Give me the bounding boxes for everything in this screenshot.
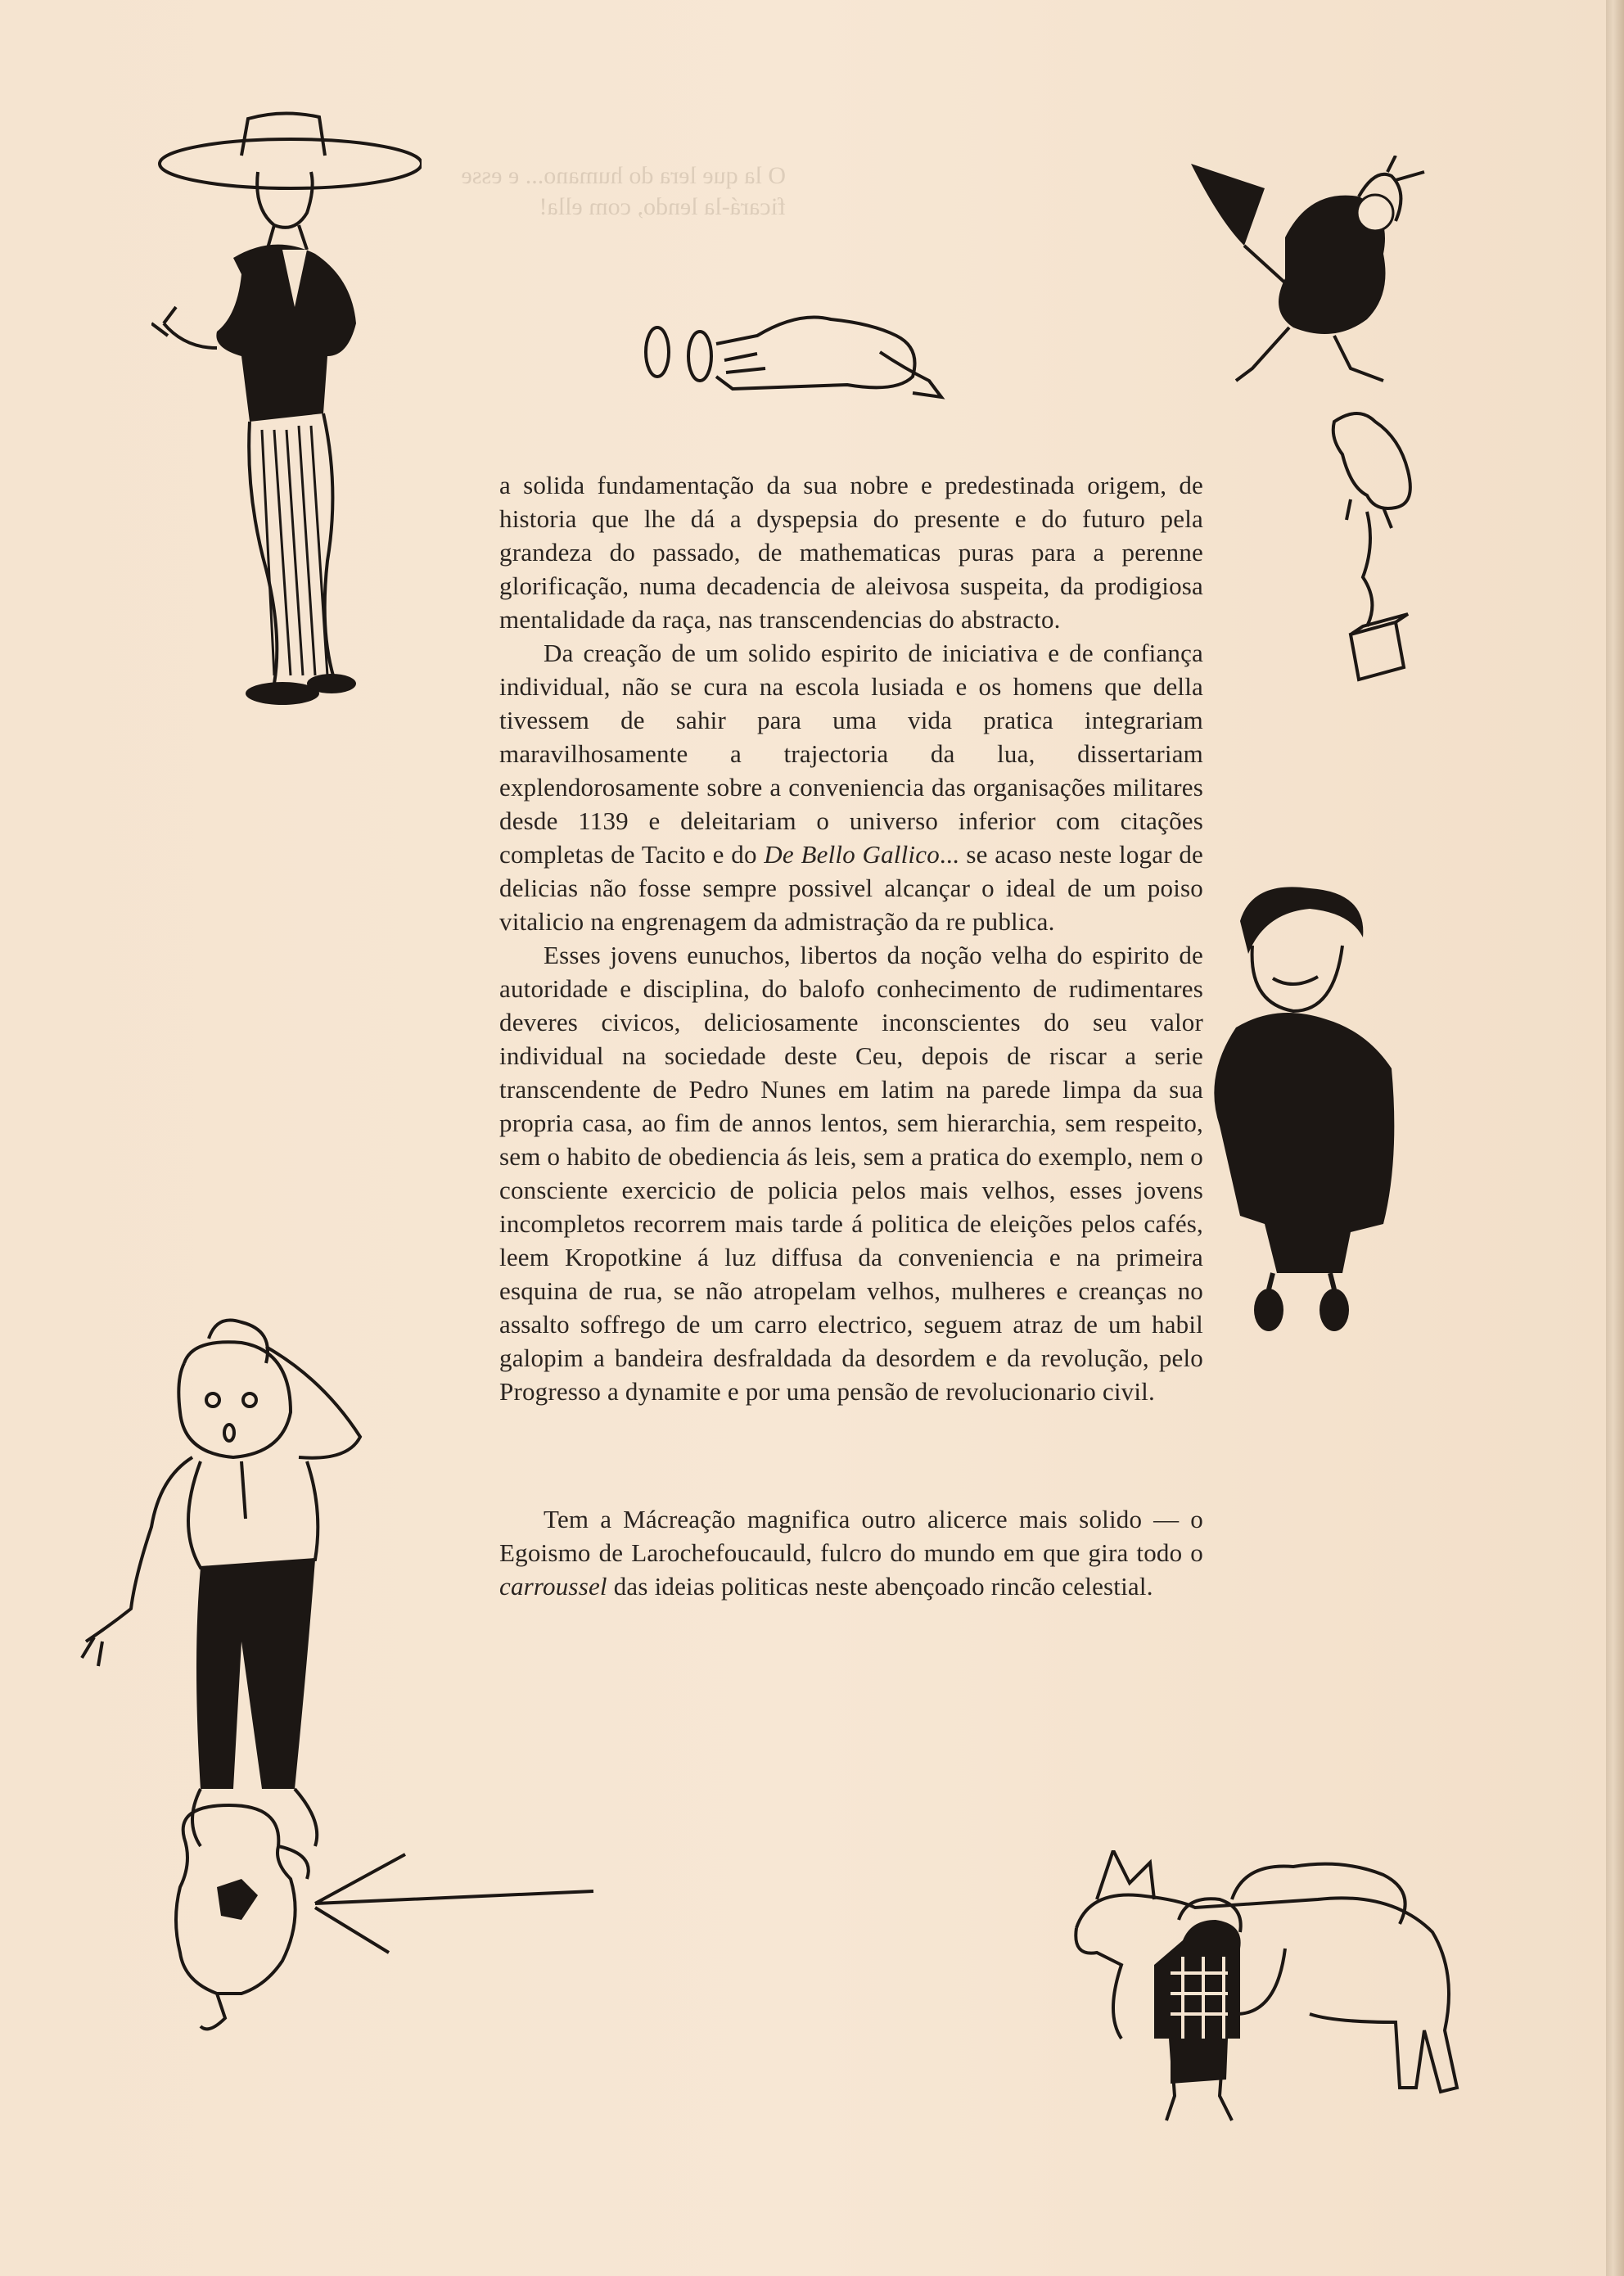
man-with-hat-illustration [151,111,422,716]
devil-with-umbrella-illustration [1187,156,1457,401]
pig-and-brick-illustration [1318,405,1432,725]
donkey-and-boy-illustration [1072,1850,1498,2137]
bleed-through-text: O la que lera do humano... e esse ficará-la lendo, com ella! [461,162,786,220]
article-text [499,468,1203,1603]
paragraph-4: Tem a Mácreação magnifica outro alicerce mais solido — o Egoismo de Larochefoucauld, fulcro do mundo em que gira todo o carroussel das ideias politicas neste abençoado rincão celestial. [499,1505,1203,1601]
curly-haired-man-illustration [1203,880,1408,1339]
fallen-figure-illustration [634,303,945,409]
carroussel-word: carroussel [499,1572,607,1601]
paragraph-2: Da creação de um solido espirito de iniciativa e de confiança individual, não se cura na escola lusiada e os homens que della tivessem de sahir para uma vida pratica integrariam maravilhosamente a trajectoria da lua, dissertariam explendorosamente sobre a conveniencia das organisações militares desde 1139 e deleitariam o universo inferior com citações completas de Tacito e do De Bello Gallico... se acaso neste logar de delicias não fosse sempre possivel alcançar o ideal de um poiso vitalicio na engrenagem da admistração da re publica. [499,639,1203,936]
paragraph-3: Esses jovens eunuchos, libertos da noção velha do espirito de autoridade e disciplina, do balofo conhecimento de rudimentares deveres civicos, deliciosamente inconscientes do seu valor individual na sociedade deste Ceu, depois de riscar a serie transcendente de Pedro Nunes em latim na parede limpa da sua propria casa, ao fim de annos lentos, sem hierarchia, sem respeito, sem o habito de obediencia ás leis, sem a pratica do exemplo, nem o consciente exercicio de policia pelos mais velhos, esses jovens incompletos recorrem mais tarde á politica de eleições pelos cafés, leem Kropotkine á luz diffusa da conveniencia e na primeira esquina de rua, se não atropelam velhos, mulheres e creanças no assalto soffrego de um carro electrico, seguem atraz de um habil galopim a bandeira desfraldada da desordem e da revolução, pelo Progresso a dynamite e por uma pensão de revolucionario civil. [499,941,1203,1406]
paragraph-1: a solida fundamentação da sua nobre e predestinada origem, de historia que lhe dá a dyspepsia do presente e do futuro pela grandeza do passado, de mathematicas puras para a perenne glorificação, numa decadencia de aleivosa suspeita, da prodigiosa mentalidade da raça, nas transcendencias do abstracto. [499,471,1203,634]
man-on-jug-illustration [78,1314,602,2043]
page-edge [1606,0,1624,2276]
book-title: De Bello Gallico [764,840,940,869]
